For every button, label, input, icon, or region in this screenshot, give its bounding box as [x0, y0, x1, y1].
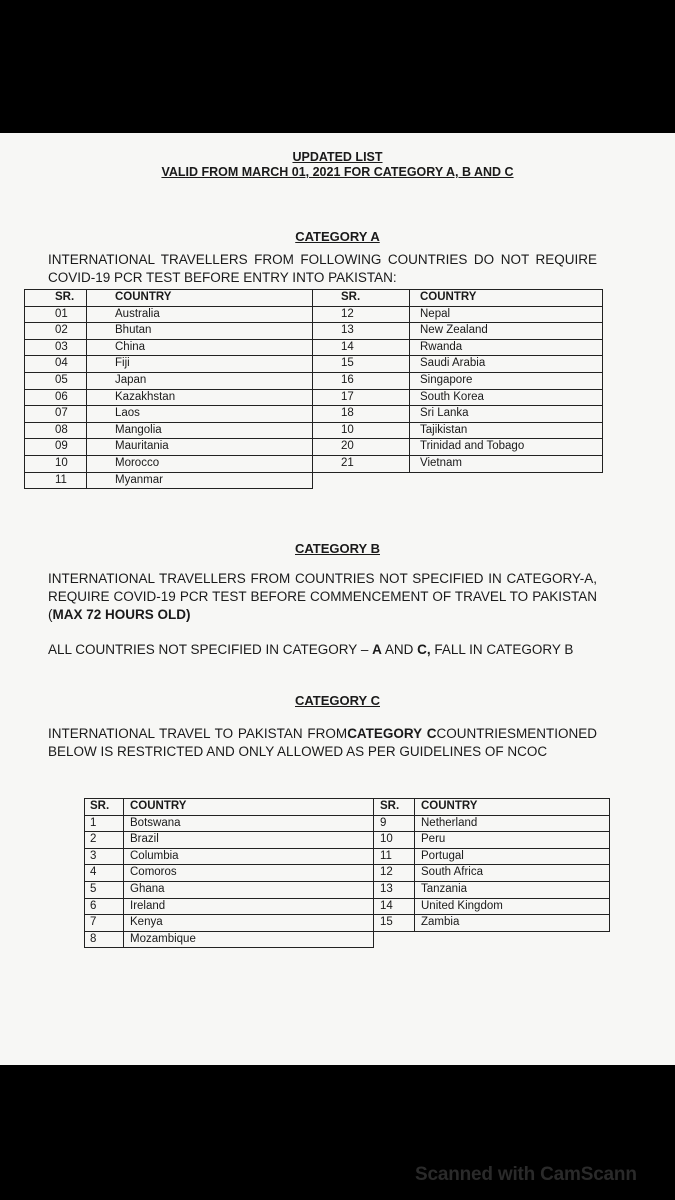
sr-number-cell: 10: [25, 455, 87, 472]
sr-number-cell: 20: [313, 439, 410, 456]
sr-number-cell: 8: [85, 931, 124, 948]
category-b-paragraph-2: [48, 641, 597, 659]
column-header-country: COUNTRY: [415, 799, 610, 816]
country-cell: Mauritania: [87, 439, 313, 456]
category-b-text: AND: [381, 642, 418, 657]
camscanner-watermark: Scanned with CamScann: [415, 1164, 637, 1185]
country-cell: Ireland: [124, 898, 374, 915]
category-a-intro: INTERNATIONAL TRAVELLERS FROM FOLLOWING COUNTRIES DO NOT REQUIRE COVID-19 PCR TEST BEFORE ENTRY INTO PAKISTAN:: [48, 252, 597, 285]
sr-number-cell: 2: [85, 832, 124, 849]
sr-number-cell: 09: [25, 439, 87, 456]
category-c-text: COUNTRIESMENTIONED BELOW IS RESTRICTED AND ONLY ALLOWED AS PER GUIDELINES OF NCOC: [48, 726, 597, 759]
country-cell: Mozambique: [124, 931, 374, 948]
sr-number-cell: 14: [313, 339, 410, 356]
sr-number-cell: 12: [313, 306, 410, 323]
column-header-country: COUNTRY: [124, 799, 374, 816]
sr-number-cell: 14: [374, 898, 415, 915]
table-row: [25, 306, 603, 323]
empty-cell: [374, 931, 610, 948]
sr-number-cell: 15: [374, 915, 415, 932]
table-row: [25, 422, 603, 439]
table-row: [25, 356, 603, 373]
sr-number-cell: 13: [374, 881, 415, 898]
table-row: [85, 848, 610, 865]
sr-number-cell: 10: [374, 832, 415, 849]
sr-number-cell: 04: [25, 356, 87, 373]
country-cell: Singapore: [410, 372, 603, 389]
empty-cell: [313, 472, 603, 489]
table-row: [25, 455, 603, 472]
column-header-country: COUNTRY: [410, 290, 603, 307]
category-b-title: CATEGORY B: [295, 541, 380, 556]
country-cell: Comoros: [124, 865, 374, 882]
table-row: [85, 881, 610, 898]
table-row: [85, 931, 610, 948]
sr-number-cell: 9: [374, 815, 415, 832]
scanned-document-page: [0, 133, 675, 1185]
table-row: [25, 439, 603, 456]
country-cell: Tajikistan: [410, 422, 603, 439]
sr-number-cell: 08: [25, 422, 87, 439]
category-a-ref: A: [372, 642, 382, 657]
category-c-ref: CATEGORY C: [347, 726, 437, 741]
country-cell: Fiji: [87, 356, 313, 373]
country-cell: Japan: [87, 372, 313, 389]
country-cell: Tanzania: [415, 881, 610, 898]
country-cell: Netherland: [415, 815, 610, 832]
sr-number-cell: 3: [85, 848, 124, 865]
sr-number-cell: 07: [25, 406, 87, 423]
country-cell: Laos: [87, 406, 313, 423]
sr-number-cell: 11: [374, 848, 415, 865]
category-c-text: INTERNATIONAL TRAVEL TO PAKISTAN FROM: [48, 726, 348, 741]
sr-number-cell: 16: [313, 372, 410, 389]
max-hours-note: MAX 72 HOURS OLD): [52, 607, 191, 622]
country-cell: Columbia: [124, 848, 374, 865]
category-b-text: FALL IN CATEGORY B: [430, 642, 574, 657]
sr-number-cell: 02: [25, 323, 87, 340]
table-row: [85, 865, 610, 882]
country-cell: Kazakhstan: [87, 389, 313, 406]
table-row: [25, 339, 603, 356]
table-row: [25, 372, 603, 389]
table-row: [85, 898, 610, 915]
country-cell: Botswana: [124, 815, 374, 832]
column-header-country: COUNTRY: [87, 290, 313, 307]
sr-number-cell: 03: [25, 339, 87, 356]
country-cell: Saudi Arabia: [410, 356, 603, 373]
sr-number-cell: 05: [25, 372, 87, 389]
sr-number-cell: 12: [374, 865, 415, 882]
sr-number-cell: 18: [313, 406, 410, 423]
country-cell: China: [87, 339, 313, 356]
sr-number-cell: 4: [85, 865, 124, 882]
sr-number-cell: 21: [313, 455, 410, 472]
category-c-title: CATEGORY C: [295, 693, 380, 708]
country-cell: United Kingdom: [415, 898, 610, 915]
country-cell: Peru: [415, 832, 610, 849]
category-c-intro: [48, 725, 597, 761]
country-cell: Trinidad and Tobago: [410, 439, 603, 456]
sr-number-cell: 6: [85, 898, 124, 915]
table-row: [25, 389, 603, 406]
table-header-row: [85, 799, 610, 816]
table-row: [85, 832, 610, 849]
category-c-table-body: [85, 799, 610, 948]
sr-number-cell: 13: [313, 323, 410, 340]
sr-number-cell: 10: [313, 422, 410, 439]
country-cell: Portugal: [415, 848, 610, 865]
header-subtitle: VALID FROM MARCH 01, 2021 FOR CATEGORY A, B AND C: [161, 165, 514, 179]
country-cell: Rwanda: [410, 339, 603, 356]
country-cell: Nepal: [410, 306, 603, 323]
sr-number-cell: 11: [25, 472, 87, 489]
country-cell: Zambia: [415, 915, 610, 932]
table-row: [85, 815, 610, 832]
sr-number-cell: 17: [313, 389, 410, 406]
column-header-sr: SR.: [313, 290, 410, 307]
column-header-sr: SR.: [85, 799, 124, 816]
country-cell: South Africa: [415, 865, 610, 882]
sr-number-cell: 7: [85, 915, 124, 932]
country-cell: Brazil: [124, 832, 374, 849]
country-cell: Bhutan: [87, 323, 313, 340]
country-cell: South Korea: [410, 389, 603, 406]
category-b-text: INTERNATIONAL TRAVELLERS FROM COUNTRIES NOT SPECIFIED IN CATEGORY-A, REQUIRE COVID-19 PCR TEST BEFORE COMMENCEMENT OF TRAVEL TO PAKISTAN (: [48, 571, 597, 622]
country-cell: Kenya: [124, 915, 374, 932]
country-cell: Vietnam: [410, 455, 603, 472]
sr-number-cell: 06: [25, 389, 87, 406]
column-header-sr: SR.: [25, 290, 87, 307]
column-header-sr: SR.: [374, 799, 415, 816]
table-row: [25, 323, 603, 340]
sr-number-cell: 15: [313, 356, 410, 373]
category-a-title: CATEGORY A: [295, 229, 380, 244]
country-cell: Mangolia: [87, 422, 313, 439]
sr-number-cell: 01: [25, 306, 87, 323]
category-c-table: [84, 798, 610, 948]
sr-number-cell: 1: [85, 815, 124, 832]
category-c-ref: C,: [417, 642, 431, 657]
country-cell: Myanmar: [87, 472, 313, 489]
country-cell: Australia: [87, 306, 313, 323]
header-title: UPDATED LIST: [292, 150, 383, 164]
country-cell: Ghana: [124, 881, 374, 898]
table-header-row: [25, 290, 603, 307]
table-row: [85, 915, 610, 932]
category-b-paragraph-1: [48, 570, 597, 624]
category-b-text: ALL COUNTRIES NOT SPECIFIED IN CATEGORY –: [48, 642, 373, 657]
country-cell: New Zealand: [410, 323, 603, 340]
category-a-table: [24, 289, 603, 489]
table-row: [25, 406, 603, 423]
category-a-table-body: [25, 290, 603, 489]
table-row: [25, 472, 603, 489]
country-cell: Sri Lanka: [410, 406, 603, 423]
country-cell: Morocco: [87, 455, 313, 472]
sr-number-cell: 5: [85, 881, 124, 898]
